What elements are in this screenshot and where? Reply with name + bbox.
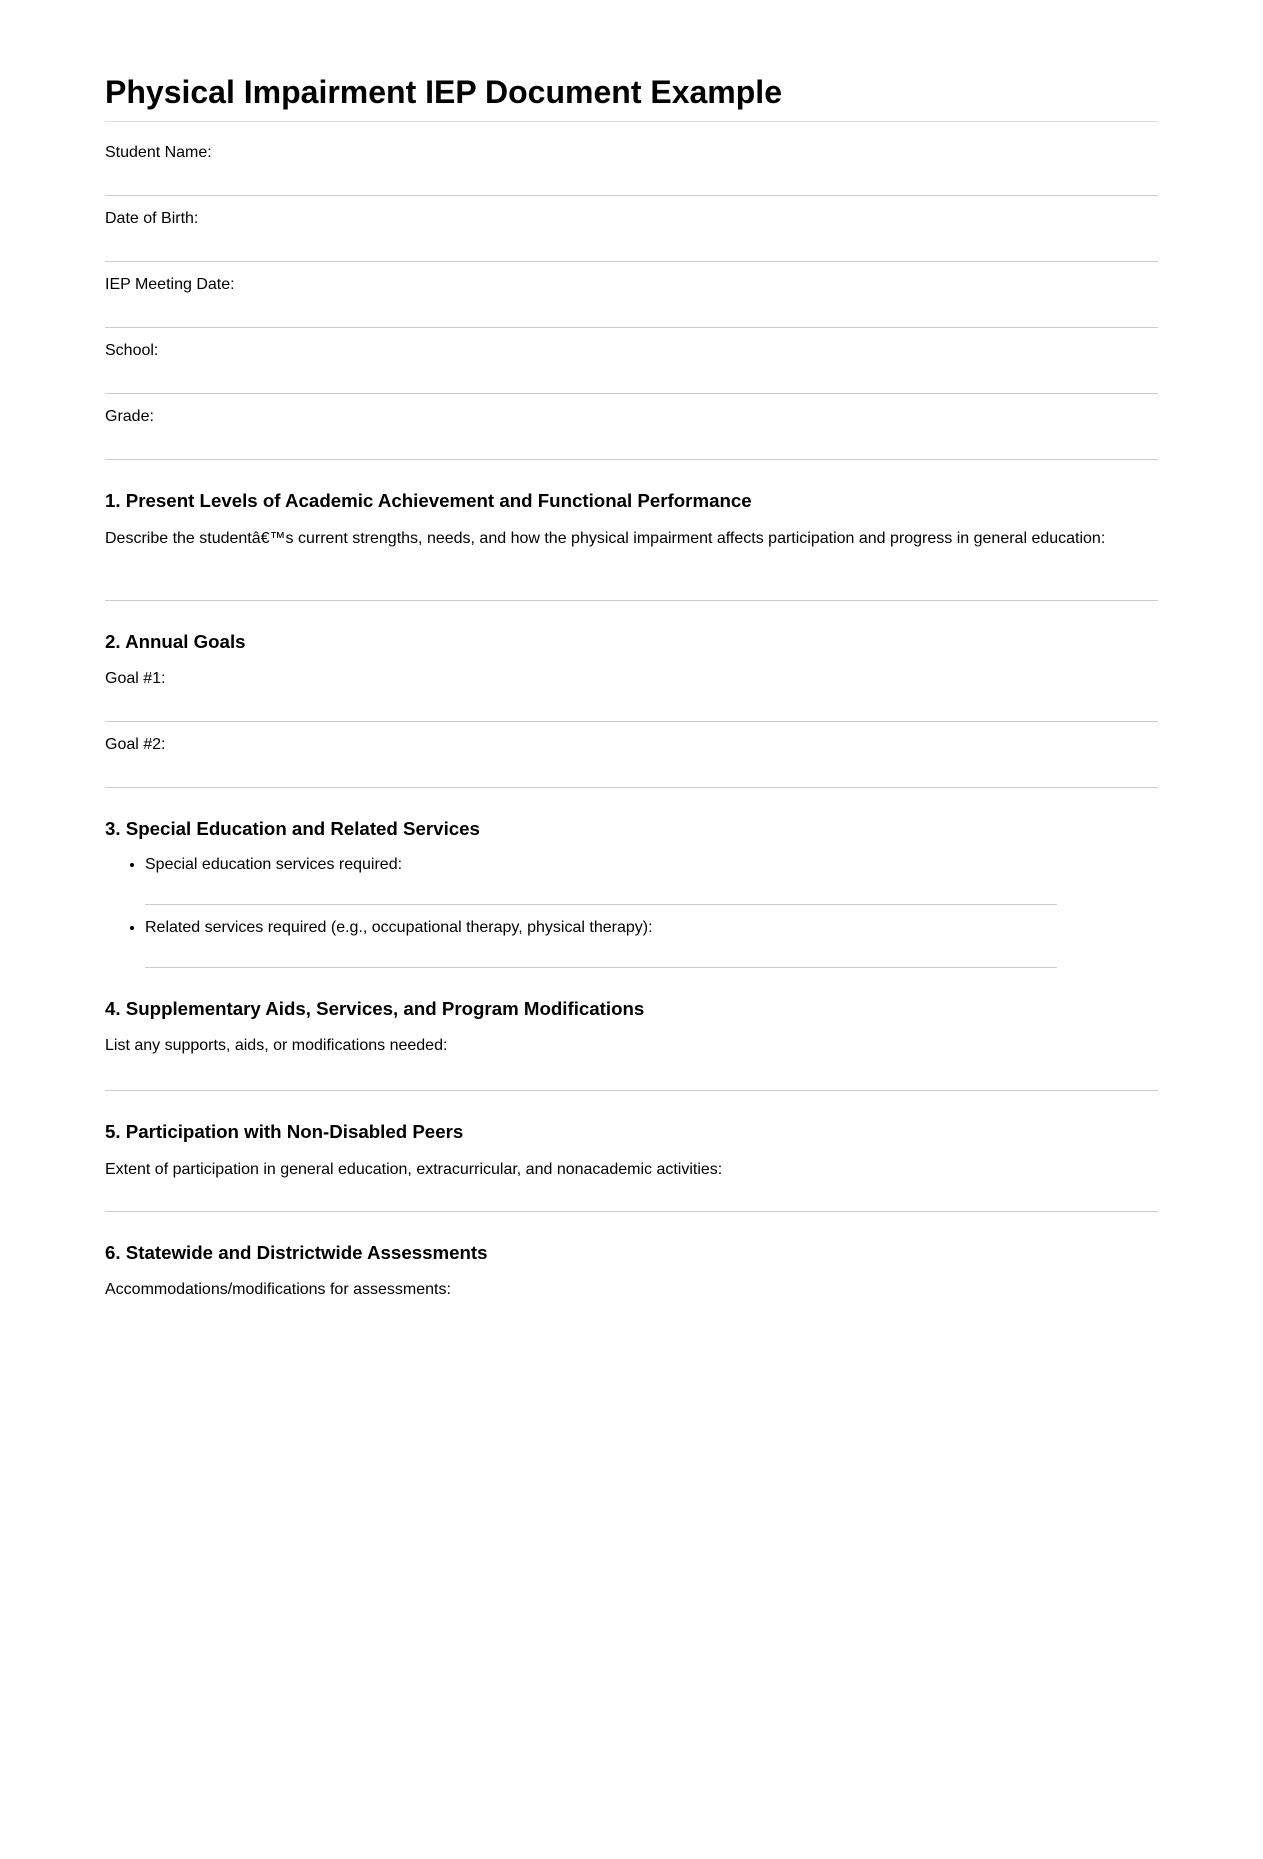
date-of-birth-label: Date of Birth: (105, 210, 199, 227)
section-services (105, 818, 1158, 968)
iep-meeting-date-field[interactable] (105, 262, 1158, 328)
section-heading: 3. Special Education and Related Services (105, 818, 480, 839)
supplementary-aids-prompt: List any supports, aids, or modifications needed: (105, 1037, 448, 1054)
school-field[interactable] (105, 328, 1158, 394)
school-label: School: (105, 342, 159, 359)
section-heading: 4. Supplementary Aids, Services, and Program Modifications (105, 997, 645, 1019)
participation-prompt: Extent of participation in general education, extracurricular, and nonacademic activities: (105, 1160, 723, 1178)
grade-label: Grade: (105, 408, 154, 425)
goal-2-field[interactable] (105, 722, 1158, 788)
goal-1-label: Goal #1: (105, 670, 166, 687)
student-name-label: Student Name: (105, 144, 212, 161)
student-name-field[interactable] (105, 130, 1158, 196)
related-services-label: Related services required (e.g., occupational therapy, physical therapy): (145, 918, 653, 936)
assessments-field[interactable] (105, 1267, 1158, 1299)
iep-document (105, 0, 1158, 1299)
assessments-prompt: Accommodations/modifications for assessments: (105, 1281, 451, 1298)
special-education-services-label: Special education services required: (145, 855, 403, 873)
present-levels-prompt: Describe the studentâ€™s current strengths, needs, and how the physical impairment affects participation and progress in general education: (105, 529, 1106, 547)
grade-field[interactable] (105, 394, 1158, 460)
student-info-block (105, 130, 1158, 460)
supplementary-aids-field[interactable] (105, 1023, 1158, 1091)
section-heading: 1. Present Levels of Academic Achievement and Functional Performance (105, 490, 752, 511)
section-heading: 5. Participation with Non-Disabled Peers (105, 1121, 464, 1142)
special-education-services-field[interactable] (145, 844, 1057, 905)
present-levels-field[interactable] (105, 516, 1158, 601)
participation-field[interactable] (105, 1147, 1158, 1212)
document-title: Physical Impairment IEP Document Example (105, 74, 1158, 122)
section-heading: 6. Statewide and Districtwide Assessments (105, 1241, 488, 1263)
goal-2-label: Goal #2: (105, 736, 166, 753)
section-present-levels (105, 490, 1158, 601)
services-list (105, 844, 1158, 968)
section-assessments (105, 1242, 1158, 1300)
section-participation (105, 1121, 1158, 1212)
section-supplementary-aids (105, 998, 1158, 1092)
date-of-birth-field[interactable] (105, 196, 1158, 262)
related-services-field[interactable] (145, 905, 1057, 968)
goal-1-field[interactable] (105, 656, 1158, 722)
section-annual-goals (105, 631, 1158, 789)
section-heading: 2. Annual Goals (105, 630, 246, 652)
iep-meeting-date-label: IEP Meeting Date: (105, 276, 235, 293)
